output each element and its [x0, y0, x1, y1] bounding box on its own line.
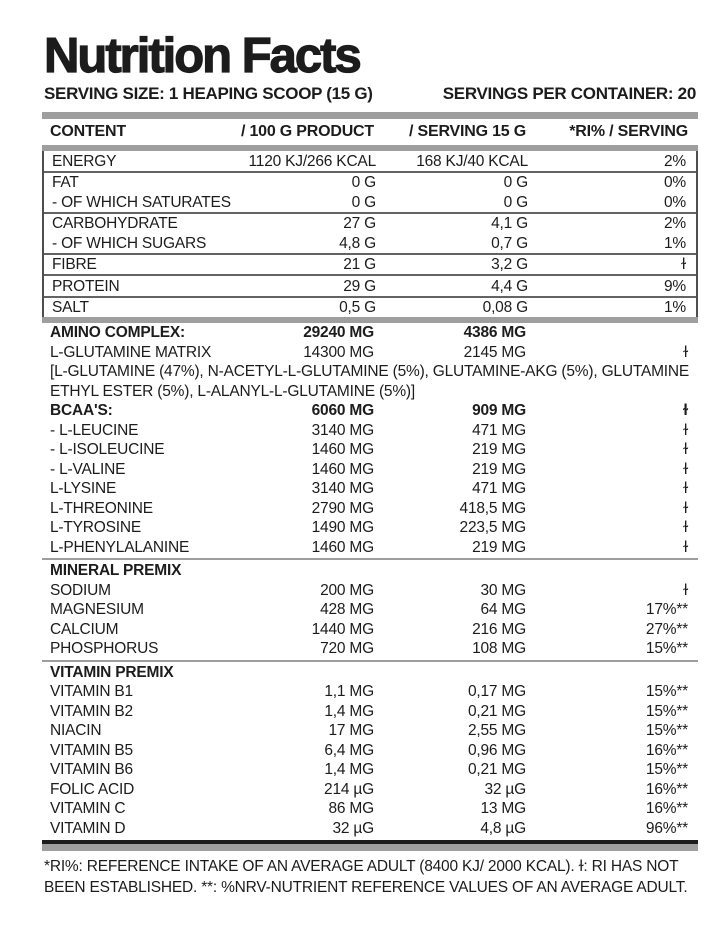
ri-percent-value: ɫ: [681, 256, 686, 273]
section-header-row: [42, 663, 698, 683]
nutrient-name: PROTEIN: [52, 277, 120, 295]
nutrient-row: [44, 233, 696, 255]
ri-percent-value: 0%: [663, 174, 686, 191]
nutrient-name: - L-ISOLEUCINE: [50, 441, 165, 458]
value-per-100g: 200 MG: [320, 581, 374, 599]
nutrient-name: FOLIC ACID: [50, 780, 135, 798]
value-per-100g: 3140 MG: [311, 480, 374, 497]
value-per-100g: 1,1 MG: [324, 683, 374, 700]
nutrient-row: [42, 639, 698, 659]
nutrient-row: [42, 600, 698, 620]
value-per-serving: 108 MG: [472, 640, 526, 657]
nutrient-name: BCAA'S:: [50, 402, 113, 419]
value-per-100g: 21 G: [343, 256, 376, 273]
ri-percent-value: 16%**: [645, 741, 688, 759]
nutrient-name: - OF WHICH SATURATES: [52, 193, 231, 211]
ri-percent-value: ɫ: [683, 421, 688, 439]
section-header-label: VITAMIN PREMIX: [50, 663, 174, 681]
value-per-serving: 4,4 G: [491, 277, 528, 295]
value-per-serving: 4,1 G: [491, 215, 528, 232]
nutrient-name: CARBOHYDRATE: [52, 215, 178, 232]
nutrient-name: - L-LEUCINE: [50, 421, 139, 439]
value-per-serving: 168 KJ/40 KCAL: [416, 152, 528, 170]
serving-info-row: [44, 84, 696, 104]
footnote-text: *RI%: REFERENCE INTAKE OF AN AVERAGE ADULT (8400 KJ/ 2000 KCAL). ɫ: RI HAS NOT BEEN ESTABLISHED. **: %NRV-NUTRIENT REFERENCE VALUES OF AN AVERAGE ADULT.: [44, 858, 688, 896]
value-per-100g: 1460 MG: [311, 441, 374, 458]
value-per-serving: 0,08 G: [482, 299, 528, 316]
nutrient-name: L-PHENYLALANINE: [50, 538, 190, 556]
nutrient-name: VITAMIN B2: [50, 702, 133, 720]
value-per-serving: 418,5 MG: [459, 499, 526, 517]
nutrient-name: ENERGY: [52, 152, 117, 170]
value-per-serving: 0 G: [503, 174, 528, 191]
value-per-100g: 29240 MG: [303, 324, 374, 341]
value-per-serving: 4386 MG: [463, 324, 526, 341]
value-per-100g: 720 MG: [320, 640, 374, 657]
ri-percent-value: [526, 323, 688, 343]
value-per-100g: 32 µG: [332, 819, 374, 837]
ri-percent-value: 9%: [663, 277, 686, 295]
nutrient-row: [42, 760, 698, 780]
value-per-serving: 0,96 MG: [467, 741, 526, 759]
ri-percent-value: 17%**: [645, 601, 688, 618]
value-per-serving: 2,55 MG: [467, 722, 526, 739]
nutrient-row: [42, 780, 698, 800]
serving-size-label: SERVING SIZE: 1 HEAPING SCOOP (15 G): [44, 84, 373, 103]
nutrient-name: L-TYROSINE: [50, 519, 142, 536]
column-header-ri-per-serving: *RI% / SERVING: [569, 123, 688, 140]
ri-percent-value: ɫ: [683, 581, 688, 599]
nutrient-row: [42, 799, 698, 819]
nutrient-row: [42, 460, 698, 480]
nutrient-row: [42, 343, 698, 363]
value-per-100g: 1440 MG: [311, 620, 374, 638]
ri-percent-value: ɫ: [683, 441, 688, 458]
ri-percent-value: ɫ: [683, 519, 688, 536]
nutrient-row: [42, 819, 698, 839]
nutrient-name: VITAMIN B1: [50, 683, 133, 700]
ri-percent-value: ɫ: [683, 460, 688, 478]
value-per-100g: 14300 MG: [303, 343, 374, 361]
value-per-100g: 27 G: [343, 215, 376, 232]
value-per-100g: 29 G: [343, 277, 376, 295]
value-per-100g: 1460 MG: [311, 460, 374, 478]
nutrient-row: [44, 255, 696, 277]
value-per-100g: 0 G: [351, 193, 376, 211]
ri-percent-value: 27%**: [645, 620, 688, 638]
column-header-per-100g: / 100 G PRODUCT: [240, 123, 374, 140]
nutrient-row: [42, 721, 698, 741]
value-per-100g: 2790 MG: [311, 499, 374, 517]
value-per-100g: 3140 MG: [311, 421, 374, 439]
value-per-serving: 223,5 MG: [459, 519, 526, 536]
value-per-100g: 1490 MG: [311, 519, 374, 536]
nutrient-row: [42, 518, 698, 538]
value-per-100g: 17 MG: [328, 722, 374, 739]
nutrient-row: [44, 192, 696, 214]
value-per-serving: 471 MG: [472, 480, 526, 497]
supplement-table: [42, 323, 698, 838]
ri-percent-value: 2%: [663, 215, 686, 232]
nutrient-name: L-THREONINE: [50, 499, 153, 517]
value-per-serving: 30 MG: [480, 581, 526, 599]
nutrient-row: [42, 323, 698, 343]
nutrient-name: AMINO COMPLEX:: [50, 324, 185, 341]
value-per-serving: 0 G: [503, 193, 528, 211]
table-header-row: [42, 119, 698, 145]
value-per-serving: 219 MG: [472, 441, 526, 458]
value-per-100g: 1460 MG: [311, 538, 374, 556]
nutrient-row: [42, 581, 698, 601]
nutrient-name: L-GLUTAMINE MATRIX: [50, 343, 212, 361]
ri-percent-value: 0%: [663, 193, 686, 211]
nutrient-row: [42, 620, 698, 640]
nutrient-row: [44, 298, 696, 318]
value-per-100g: 4,8 G: [339, 234, 376, 252]
ri-percent-value: 15%**: [645, 722, 688, 739]
nutrient-name: VITAMIN D: [50, 819, 126, 837]
section-divider-line: [42, 660, 698, 662]
servings-per-container-label: SERVINGS PER CONTAINER: 20: [442, 84, 696, 103]
nutrient-row: [44, 276, 696, 298]
value-per-serving: 0,17 MG: [467, 683, 526, 700]
ri-percent-value: 1%: [663, 299, 686, 316]
nutrient-name: - OF WHICH SUGARS: [52, 234, 207, 252]
nutrient-row: [42, 479, 698, 499]
value-per-serving: 216 MG: [472, 620, 526, 638]
nutrient-name: CALCIUM: [50, 620, 119, 638]
value-per-100g: 214 µG: [324, 780, 374, 798]
nutrient-row: [42, 538, 698, 558]
nutrient-row: [42, 440, 698, 460]
ri-percent-value: 2%: [663, 152, 686, 170]
value-per-100g: 428 MG: [320, 601, 374, 618]
nutrient-name: PHOSPHORUS: [50, 640, 159, 657]
ri-percent-value: ɫ: [683, 538, 688, 556]
ri-percent-value: ɫ: [683, 402, 688, 419]
value-per-100g: 0,5 G: [339, 299, 376, 316]
nutrient-name: VITAMIN C: [50, 800, 126, 817]
column-header-per-serving: / SERVING 15 G: [409, 123, 526, 140]
macronutrient-table: [42, 151, 698, 317]
value-per-100g: 1120 KJ/266 KCAL: [248, 152, 376, 170]
nutrient-name: L-LYSINE: [50, 480, 117, 497]
value-per-serving: 3,2 G: [491, 256, 528, 273]
value-per-100g: 0 G: [351, 174, 376, 191]
page-title: Nutrition Facts: [44, 29, 360, 83]
value-per-serving: 471 MG: [472, 421, 526, 439]
nutrient-row: [42, 499, 698, 519]
nutrient-row: [44, 173, 696, 193]
ingredient-breakdown-note: [L-GLUTAMINE (47%), N-ACETYL-L-GLUTAMINE (5%), GLUTAMINE-AKG (5%), GLUTAMINE ETHYL ESTER (5%), L-ALANYL-L-GLUTAMINE (5%)]: [50, 363, 690, 400]
ri-percent-value: 15%**: [645, 761, 688, 778]
nutrient-name: NIACIN: [50, 722, 102, 739]
value-per-serving: 64 MG: [480, 601, 526, 618]
divider-bar: [42, 112, 698, 119]
nutrient-row: [42, 401, 698, 421]
nutrient-name: FIBRE: [52, 256, 97, 273]
divider-bar: [42, 844, 698, 851]
value-per-100g: 1,4 MG: [324, 702, 374, 720]
value-per-100g: 86 MG: [328, 800, 374, 817]
nutrient-row: [42, 682, 698, 702]
nutrient-row: [42, 702, 698, 722]
ri-percent-value: ɫ: [683, 480, 688, 497]
ri-percent-value: 16%**: [645, 780, 688, 798]
ri-percent-value: 1%: [663, 234, 686, 252]
value-per-serving: 219 MG: [472, 460, 526, 478]
value-per-serving: 219 MG: [472, 538, 526, 556]
value-per-100g: 6060 MG: [311, 402, 374, 419]
ri-percent-value: 16%**: [645, 800, 688, 817]
column-header-content: CONTENT: [50, 123, 126, 140]
value-per-serving: 0,7 G: [491, 234, 528, 252]
nutrient-row: [44, 151, 696, 173]
section-header-label: MINERAL PREMIX: [50, 562, 182, 579]
ri-percent-value: 96%**: [645, 819, 688, 837]
value-per-serving: 32 µG: [484, 780, 526, 798]
value-per-serving: 2145 MG: [463, 343, 526, 361]
ri-percent-value: ɫ: [683, 343, 688, 361]
ri-percent-value: 15%**: [645, 702, 688, 720]
section-header-row: [42, 561, 698, 581]
nutrient-row: [42, 741, 698, 761]
value-per-serving: 4,8 µG: [480, 819, 526, 837]
nutrient-name: SALT: [52, 299, 89, 316]
ri-percent-value: 15%**: [645, 683, 688, 700]
value-per-100g: 6,4 MG: [324, 741, 374, 759]
nutrition-facts-label: [42, 30, 698, 898]
nutrient-name: VITAMIN B5: [50, 741, 133, 759]
value-per-serving: 0,21 MG: [467, 702, 526, 720]
nutrient-name: FAT: [52, 174, 79, 191]
nutrient-name: VITAMIN B6: [50, 761, 133, 778]
nutrient-row: [44, 214, 696, 234]
value-per-serving: 13 MG: [480, 800, 526, 817]
nutrient-name: MAGNESIUM: [50, 601, 144, 618]
value-per-100g: 1,4 MG: [324, 761, 374, 778]
nutrient-name: - L-VALINE: [50, 460, 126, 478]
value-per-serving: 0,21 MG: [467, 761, 526, 778]
value-per-serving: 909 MG: [472, 402, 526, 419]
ri-percent-value: ɫ: [683, 499, 688, 517]
ri-percent-value: 15%**: [645, 640, 688, 657]
nutrient-name: SODIUM: [50, 581, 111, 599]
nutrient-row: [42, 421, 698, 441]
section-divider-line: [42, 558, 698, 560]
